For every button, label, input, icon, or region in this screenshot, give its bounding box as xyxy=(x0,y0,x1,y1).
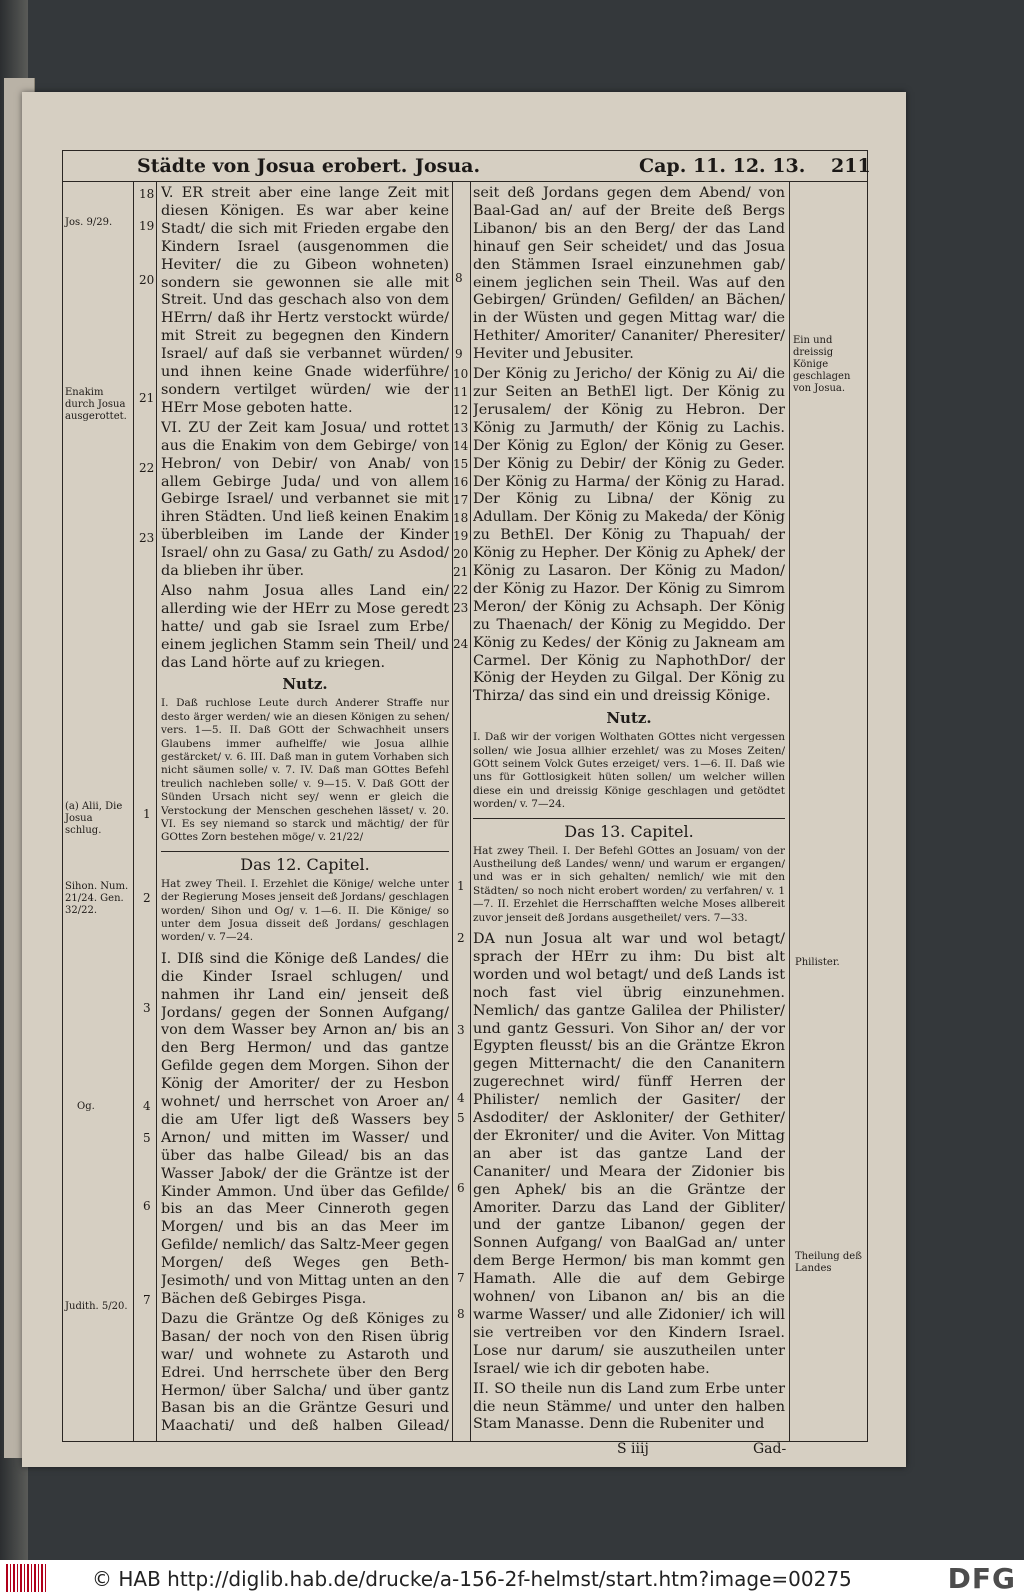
rule-right-margin xyxy=(789,181,790,1441)
barcode-icon xyxy=(6,1564,46,1592)
text-column-left xyxy=(161,185,449,1435)
citation-link[interactable]: © HAB http://diglib.hab.de/drucke/a-156-2f-helmst/start.htm?image=00275 xyxy=(92,1567,852,1591)
verse-number: 22 xyxy=(453,583,469,597)
verse-number: 20 xyxy=(139,273,155,287)
margin-note-sihon: Sihon. Num. 21/24. Gen. 32/22. xyxy=(65,881,129,916)
verse-number: 19 xyxy=(139,219,155,233)
paragraph: V. ER streit aber eine lange Zeit mit diesen Königen. Es war aber keine Stadt/ die sich mit Frieden ergabe den Kindern Israel (ausgenommen die Heviter/ die zu Gibeon wohneten) sondern sie gewonnen sie alle mit Streit. Und das geschach also von dem HErrn/ daß ihr Hertz verstockt würde/ mit Streit zu begegnen den Kindern Israel/ auf daß sie verbannet würden/ und ihnen keine Gnade widerführe/ sondern vertilget würden/ wie der HErr Mose geboten hatte. xyxy=(161,185,449,416)
verse-number: 12 xyxy=(453,403,469,417)
verse-number: 6 xyxy=(457,1181,465,1195)
verse-number: 16 xyxy=(453,475,469,489)
verse-number: 14 xyxy=(453,439,469,453)
text-column-right xyxy=(473,185,785,1435)
rule-center-right xyxy=(470,181,471,1441)
verse-number: 8 xyxy=(455,271,463,285)
signature-mark: S iiij xyxy=(617,1441,649,1457)
verse-number: 1 xyxy=(457,879,465,893)
verse-number: 7 xyxy=(143,1293,151,1307)
verse-number: 9 xyxy=(455,347,463,361)
book-page xyxy=(22,92,906,1467)
header-book-title: Josua. xyxy=(415,155,481,177)
margin-note-alii: (a) Alii, Die Josua schlug. xyxy=(65,801,123,836)
verse-number: 8 xyxy=(457,1307,465,1321)
verse-number: 19 xyxy=(453,529,469,543)
nutz-heading: Nutz. xyxy=(282,675,328,694)
verse-number: 5 xyxy=(457,1111,465,1125)
text-frame xyxy=(62,150,871,1457)
catchword: Gad- xyxy=(753,1441,787,1457)
verse-number: 10 xyxy=(453,367,469,381)
margin-note-jos: Jos. 9/29. xyxy=(65,217,113,228)
nutz-text: I. Daß ruchlose Leute durch Anderer Straffe nur desto ärger werden/ wie an diesen Königen zu sehen/ vers. 1—5. II. Daß GOtt der Schwachheit unsers Glaubens immer aufhelffe/ wie Josua allhie gestärcket/ v. 6. III. Daß man in gutem Vorhaben sich nicht säumen solle/ v. 7. IV. Daß man GOttes Befehl treulich nachleben solle/ v. 9—15. V. Daß GOtt der Sünden Ursach nicht sey/ wenn er gleich die Verstockung der Menschen geschehen lässet/ v. 20. VI. Es sey niemand so starck und mächtig/ der für GOttes Zorn bestehen möge/ v. 21/22/ xyxy=(161,697,449,844)
margin-note-enakim: Enakim durch Josua ausgerottet. xyxy=(65,387,127,422)
verse-number: 2 xyxy=(457,931,465,945)
verse-number: 13 xyxy=(453,421,469,435)
verse-number: 2 xyxy=(143,891,151,905)
paragraph: Der König zu Jericho/ der König zu Ai/ die zur Seiten an BethEl ligt. Der König zu Jerusalem/ der König zu Hebron. Der König zu Jarmuth/ der König zu Lachis. Der König zu Eglon/ der König zu Geser. Der König zu Debir/ der König zu Geder. Der König zu Harma/ der König zu Harad. Der König zu Libna/ der König zu Adullam. Der König zu Makeda/ der König zu BethEl. Der König zu Thapuah/ der König zu Hepher. Der König zu Aphek/ der König zu Lasaron. Der König zu Madon/ der König zu Hazor. Der König zu Simrom Meron/ der König zu Achsaph. Der König zu Thaenach/ der König zu Megiddo. Der König zu Kedes/ der König zu Jakneam am Carmel. Der König zu NaphothDor/ der König der Heyden zu Gilgal. Der König zu Thirza/ das sind ein und dreissig Könige. xyxy=(473,366,785,705)
verse-number: 11 xyxy=(453,385,469,399)
header-left-title: Städte von Josua erobert. xyxy=(137,155,408,177)
margin-note-philister: Philister. xyxy=(795,957,840,968)
page-number: 211 xyxy=(831,155,871,177)
verse-number: 23 xyxy=(139,531,155,545)
verse-number: 4 xyxy=(457,1091,465,1105)
verse-number: 21 xyxy=(139,391,155,405)
margin-note-kings: Ein und dreissig Könige geschlagen von Josua. xyxy=(793,335,851,394)
verse-number: 18 xyxy=(139,187,155,201)
verse-number: 7 xyxy=(457,1271,465,1285)
verse-number: 22 xyxy=(139,461,155,475)
paragraph: VI. ZU der Zeit kam Josua/ und rottet aus die Enakim von dem Gebirge/ von Hebron/ von Debir/ von Anab/ von allem Gebirge Juda/ und von allem Gebirge Israel/ und verbannet sie mit ihren Städten. Und ließ keinen Enakim überbleiben im Lande der Kinder Israel/ ohn zu Gasa/ zu Gath/ zu Asdod/ da blieben ihr über. xyxy=(161,419,449,580)
verse-number: 4 xyxy=(143,1099,151,1113)
citation-bar xyxy=(0,1560,1024,1596)
running-header xyxy=(63,151,871,182)
verse-number: 3 xyxy=(143,1001,151,1015)
header-chapters: Cap. 11. 12. 13. xyxy=(639,155,806,177)
verse-number: 5 xyxy=(143,1131,151,1145)
verse-number: 21 xyxy=(453,565,469,579)
verse-number: 3 xyxy=(457,1023,465,1037)
chapter-summary: Hat zwey Theil. I. Erzehlet die Könige/ welche unter der Regierung Moses jenseit deß Jordans/ geschlagen worden/ Sihon und Og/ v. 1—6. II. Die Könige/ so unter dem Josua disseit deß Jordans/ geschlagen worden/ v. 7—24. xyxy=(161,877,449,944)
nutz-text: I. Daß wir der vorigen Wolthaten GOttes nicht vergessen sollen/ wie Josua allhier erzehlet/ was zu Moses Zeiten/ GOtt seinem Volck Gutes erzeiget/ vers. 1—6. II. Daß wie uns für Gottlosigkeit hüten sollen/ um welcher willen diese ein und dreissig Könige geschlagen und getödtet worden/ v. 7—24. xyxy=(473,731,785,811)
rule-left-margin xyxy=(133,181,134,1441)
rule-col1-numbers xyxy=(156,181,157,1441)
nutz-heading: Nutz. xyxy=(606,709,652,728)
verse-number: 6 xyxy=(143,1199,151,1213)
verse-number: 23 xyxy=(453,601,469,615)
verse-number: 17 xyxy=(453,493,469,507)
verse-number: 20 xyxy=(453,547,469,561)
chapter-summary: Hat zwey Theil. I. Der Befehl GOttes an Josuam/ von der Austheilung deß Landes/ wenn/ und warum er ergangen/ und was er in sich gehalten/ nemlich/ wie mit den Städten/ so noch nicht erobert worden/ zu verfahren/ v. 1—7. II. Erzehlet die Herrschafften welche Moses allbereit zuvor jenseit deß Jordans ausgetheilet/ vers. 7—33. xyxy=(473,844,785,924)
verse-number: 1 xyxy=(143,807,151,821)
chapter-heading-12: Das 12. Capitel. xyxy=(161,851,449,874)
paragraph: Also nahm Josua alles Land ein/ allerding wie der HErr zu Mose geredt hatte/ und gab sie Israel zum Erbe/ einem jeglichen Stamm sein Theil/ und das Land hörte auf zu kriegen. xyxy=(161,582,449,671)
verse-number: 24 xyxy=(453,637,469,651)
chapter-heading-13: Das 13. Capitel. xyxy=(473,818,785,841)
paragraph: II. SO theile nun dis Land zum Erbe unter die neun Stämme/ und unter den halben Stam Manasse. Denn die Rubeniter und xyxy=(473,1380,785,1433)
verse-number: 15 xyxy=(453,457,469,471)
verse-number: 18 xyxy=(453,511,469,525)
paragraph: DA nun Josua alt war und wol betagt/ sprach der HErr zu ihm: Du bist alt worden und wol betagt/ und deß Lands ist noch fast viel übrig einzunehmen. Nemlich/ das gantze Galilea der Philister/ und gantz Gessuri. Von Sihor an/ der vor Egypten fleusst/ bis an die Gräntze Ekron gegen Mitternacht/ die den Cananitern zugerechnet wird/ fünff Herren der Philister/ nemlich der Gasiter/ der Asdoditer/ der Askloniter/ der Gethiter/ der Ekroniter/ und die Aviter. Von Mittag an aber ist das gantze Land der Cananiter/ und Meara der Zidonier bis gen Aphek/ bis an die Gräntze der Amoriter. Darzu das Land der Gibliter/ und der gantze Libanon/ gegen der Sonnen Aufgang/ von BaalGad an/ unter dem Berge Hermon/ bis man kommt gen Hamath. Alle die auf dem Gebirge wohnen/ von Libanon an/ bis an die warme Wasser/ und alle Zidonier/ ich will sie vertreiben vor den Kindern Israel. Lose nur darum/ sie auszutheilen unter Israel/ wie ich dir geboten habe. xyxy=(473,930,785,1377)
margin-note-theilung: Theilung deß Landes xyxy=(795,1251,862,1274)
margin-note-judith: Judith. 5/20. xyxy=(65,1301,128,1312)
paragraph: seit deß Jordans gegen dem Abend/ von Baal-Gad an/ auf der Breite deß Bergs Libanon/ bis an den Berg/ der das Land hinauf gen Seir scheidet/ und das Josua den Stämmen Israel einzunehmen gab/ einem jeglichen sein Theil. Was auf den Gebirgen/ Gründen/ Gefilden/ an Bächen/ in der Wüsten und gegen Mittag war/ die Hethiter/ Amoriter/ Cananiter/ Pheresiter/ Heviter und Jebusiter. xyxy=(473,185,785,363)
paragraph: Dazu die Gräntze Og deß Königes zu Basan/ der noch von den Risen übrig war/ und wohnete zu Astaroth und Edrei. Und herrschete über den Berg Hermon/ über Salcha/ und über gantz Basan bis an die Gräntze Gesuri und Maachati/ und deß halben Gilead/ xyxy=(161,1310,449,1435)
dfg-logo: DFG xyxy=(947,1562,1016,1595)
paragraph: I. DIß sind die Könige deß Landes/ die die Kinder Israel schlugen/ und nahmen ihr Land ein/ jenseit deß Jordans/ gegen der Sonnen Aufgang/ von dem Wasser bey Arnon an/ bis an den Berg Hermon/ und das gantze Gefilde gegen dem Morgen. Sihon der König der Amoriter/ der zu Hesbon wohnet/ und herrschet von Aroer an/ die am Ufer ligt deß Wassers bey Arnon/ und mitten im Wasser/ und über das halbe Gilead/ bis an das Wasser Jabok/ der die Gräntze ist der Kinder Ammon. Und über das Gefilde/ bis an das Meer Cinneroth gegen Morgen/ und bis an das Meer im Gefilde/ nemlich/ das Saltz-Meer gegen Morgen/ deß Weges gen Beth-Jesimoth/ und von Mittag unten an den Bächen deß Gebirges Pisga. xyxy=(161,950,449,1307)
margin-note-og: Og. xyxy=(77,1101,95,1112)
